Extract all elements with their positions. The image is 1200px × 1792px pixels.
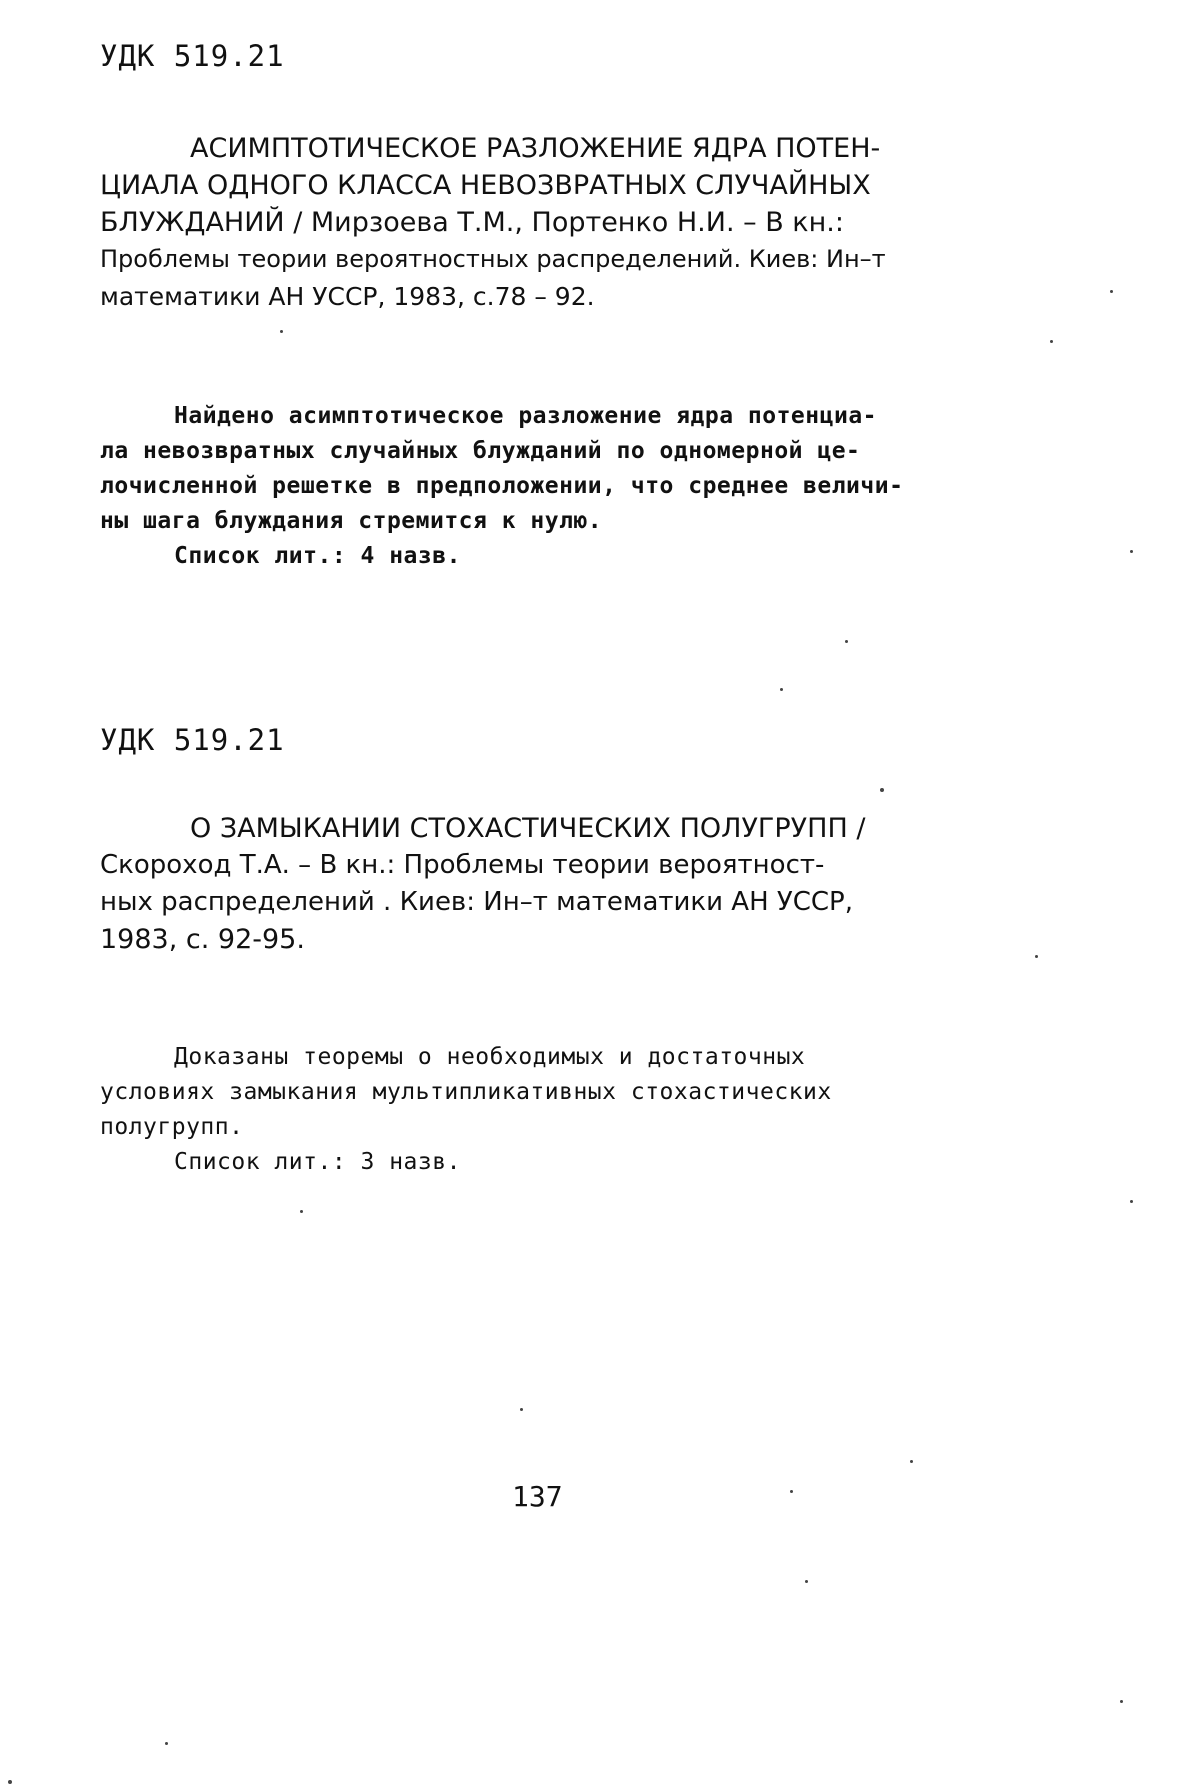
abstract-line: Доказаны теоремы о необходимых и достаточных — [174, 1044, 806, 1070]
reference-line: Проблемы теории вероятностных распределений. Киев: Ин–т — [100, 245, 886, 273]
abstract-line: условиях замыкания мультипликативных стохастических — [100, 1079, 832, 1105]
abstract-line: ла невозвратных случайных блужданий по одномерной це- — [100, 438, 861, 464]
reference-line: ных распределений . Киев: Ин–т математики АН УССР, — [100, 887, 853, 917]
reference-line: БЛУЖДАНИЙ / Мирзоева Т.М., Портенко Н.И. – В кн.: — [100, 207, 844, 238]
scan-speck — [1050, 340, 1053, 343]
reference-line: О ЗАМЫКАНИИ СТОХАСТИЧЕСКИХ ПОЛУГРУПП / — [190, 813, 866, 844]
abstract-line: полугрупп. — [100, 1114, 244, 1140]
scan-speck — [1130, 1200, 1133, 1203]
scan-speck — [300, 1210, 303, 1213]
reference-line: АСИМПТОТИЧЕСКОЕ РАЗЛОЖЕНИЕ ЯДРА ПОТЕН- — [190, 133, 881, 164]
scan-speck — [910, 1460, 913, 1463]
abstract-text — [100, 399, 1060, 574]
abstract-text — [100, 1040, 1060, 1180]
scan-speck — [280, 330, 283, 333]
abstract-entry-2 — [100, 722, 1060, 1180]
scan-speck — [8, 1780, 12, 1784]
scan-speck — [1035, 955, 1038, 958]
udk-code: УДК 519.21 — [100, 39, 285, 73]
scan-speck — [165, 1742, 168, 1745]
reference-line: математики АН УССР, 1983, с.78 – 92. — [100, 282, 595, 311]
reference-line: ЦИАЛА ОДНОГО КЛАССА НЕВОЗВРАТНЫХ СЛУЧАЙНЫХ — [100, 170, 871, 201]
reference-line: 1983, с. 92-95. — [100, 924, 305, 955]
scan-speck — [805, 1580, 808, 1583]
page-number: 137 — [512, 1480, 563, 1513]
abstract-line: лочисленной решетке в предположении, что среднее величи- — [100, 473, 904, 499]
scan-speck — [1130, 550, 1133, 553]
scan-speck — [780, 688, 783, 691]
abstract-line: ны шага блуждания стремится к нулю. — [100, 508, 603, 534]
abstract-line: Найдено асимптотическое разложение ядра потенциа- — [174, 403, 878, 429]
bibliography-count: Список лит.: 3 назв. — [174, 1149, 461, 1175]
bibliographic-reference — [100, 130, 1060, 315]
bibliography-count: Список лит.: 4 назв. — [174, 543, 461, 569]
scan-speck — [880, 788, 884, 792]
scan-speck — [845, 640, 848, 643]
scan-speck — [1110, 290, 1113, 293]
scan-speck — [790, 1490, 793, 1493]
scan-speck — [1120, 1700, 1123, 1703]
reference-line: Скороход Т.А. – В кн.: Проблемы теории вероятност- — [100, 850, 825, 880]
bibliographic-reference — [100, 810, 1060, 958]
abstract-entry-1 — [100, 38, 1060, 574]
scan-speck — [520, 1408, 523, 1411]
udk-code: УДК 519.21 — [100, 723, 285, 757]
